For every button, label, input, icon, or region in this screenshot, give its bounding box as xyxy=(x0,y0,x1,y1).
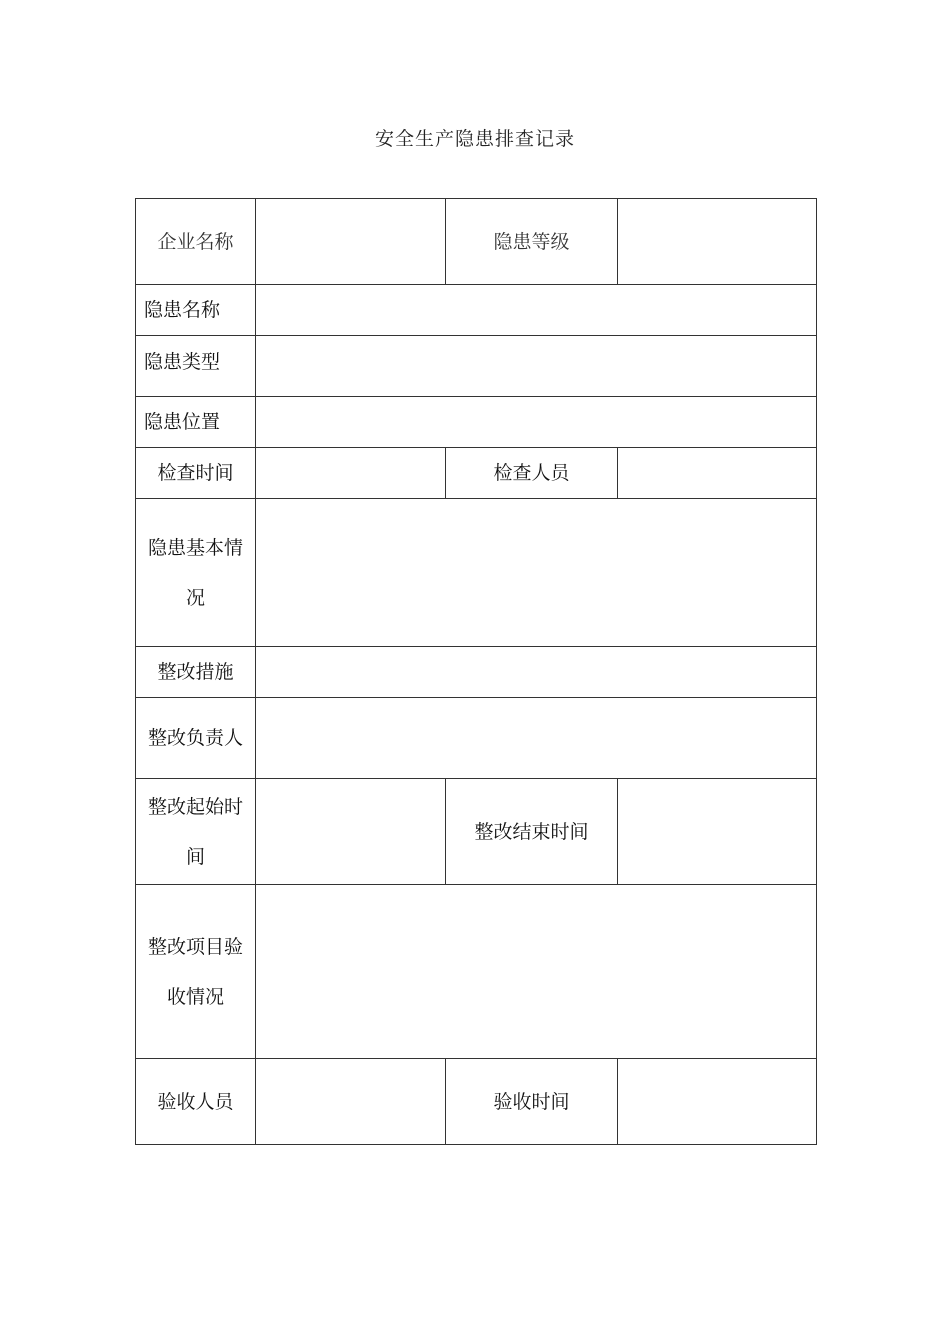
document-title: 安全生产隐患排查记录 xyxy=(374,128,575,150)
company-name-field[interactable] xyxy=(256,199,446,285)
hazard-record-table xyxy=(135,198,817,1145)
hazard-name-field[interactable] xyxy=(256,285,817,336)
inspection-time-label: 检查时间 xyxy=(136,448,256,499)
row-hazard-location xyxy=(136,397,817,448)
row-company xyxy=(136,199,817,285)
hazard-location-field[interactable] xyxy=(256,397,817,448)
rectification-acceptance-field[interactable] xyxy=(256,885,817,1059)
row-hazard-type xyxy=(136,336,817,397)
hazard-level-label: 隐患等级 xyxy=(446,199,618,285)
company-name-label: 企业名称 xyxy=(136,199,256,285)
row-inspection xyxy=(136,448,817,499)
rectification-start-time-field[interactable] xyxy=(256,779,446,885)
rectification-measures-label: 整改措施 xyxy=(136,647,256,698)
rectification-responsible-field[interactable] xyxy=(256,698,817,779)
inspector-field[interactable] xyxy=(618,448,817,499)
hazard-type-label: 隐患类型 xyxy=(136,336,256,397)
hazard-level-field[interactable] xyxy=(618,199,817,285)
acceptance-time-field[interactable] xyxy=(618,1059,817,1145)
row-hazard-basic-situation xyxy=(136,499,817,647)
rectification-responsible-label: 整改负责人 xyxy=(136,698,256,779)
rectification-end-time-label: 整改结束时间 xyxy=(446,779,618,885)
row-rectification-acceptance xyxy=(136,885,817,1059)
rectification-measures-field[interactable] xyxy=(256,647,817,698)
row-rectification-responsible xyxy=(136,698,817,779)
rectification-acceptance-label: 整改项目验收情况 xyxy=(136,885,256,1059)
acceptance-personnel-label: 验收人员 xyxy=(136,1059,256,1145)
row-rectification-measures xyxy=(136,647,817,698)
rectification-end-time-field[interactable] xyxy=(618,779,817,885)
hazard-name-label: 隐患名称 xyxy=(136,285,256,336)
hazard-basic-situation-label: 隐患基本情况 xyxy=(136,499,256,647)
acceptance-time-label: 验收时间 xyxy=(446,1059,618,1145)
inspection-time-field[interactable] xyxy=(256,448,446,499)
row-hazard-name xyxy=(136,285,817,336)
hazard-location-label: 隐患位置 xyxy=(136,397,256,448)
acceptance-personnel-field[interactable] xyxy=(256,1059,446,1145)
hazard-basic-situation-field[interactable] xyxy=(256,499,817,647)
rectification-start-time-label: 整改起始时间 xyxy=(136,779,256,885)
inspector-label: 检查人员 xyxy=(446,448,618,499)
row-acceptance xyxy=(136,1059,817,1145)
hazard-type-field[interactable] xyxy=(256,336,817,397)
row-rectification-period xyxy=(136,779,817,885)
